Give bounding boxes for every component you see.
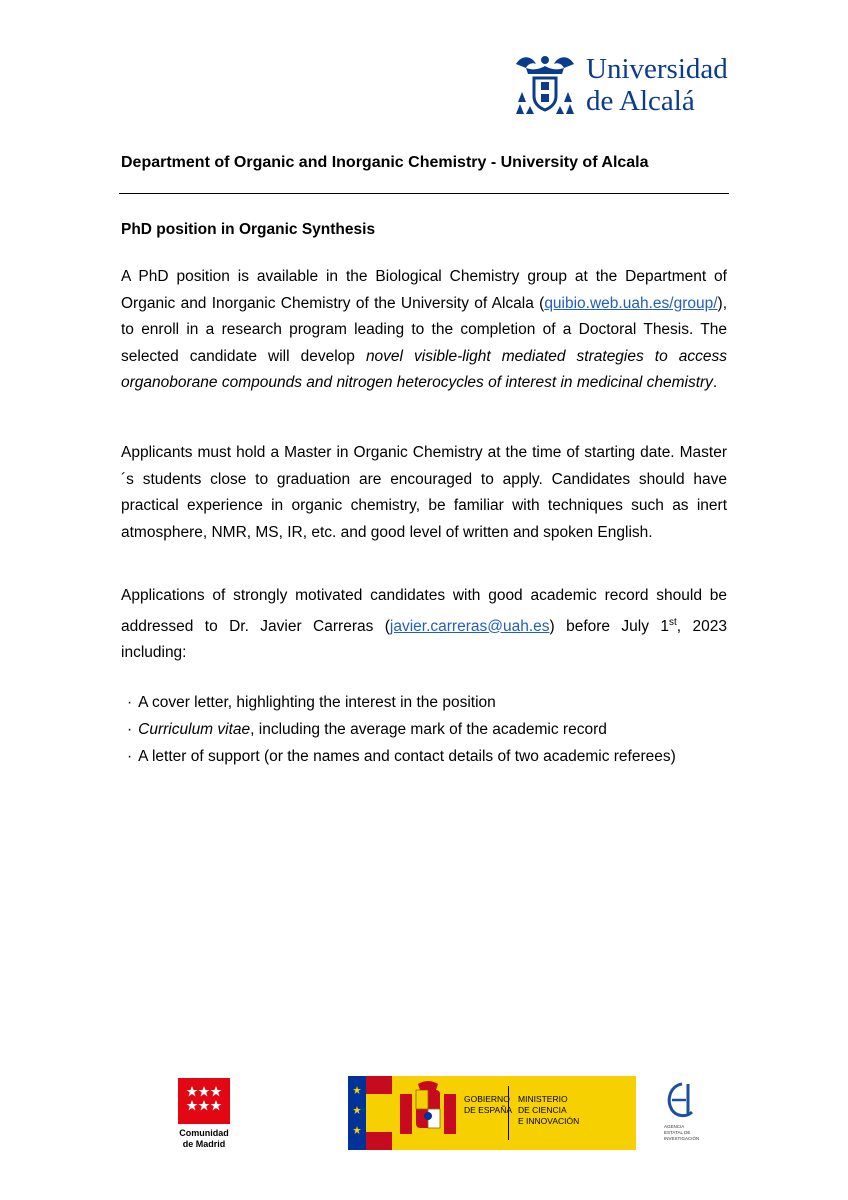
date-ordinal-suffix: st: [669, 616, 677, 628]
gobierno-line1: GOBIERNO: [464, 1094, 510, 1104]
paragraph-requirements: Applicants must hold a Master in Organic Chemistry at the time of starting date. Master´s students close to graduation are encouraged to apply. Candidates should have practical experience in organic chemistry, be familiar with techniques such as inert atmosphere, NMR, MS, IR, etc. and good level of written and spoken English.: [121, 444, 727, 541]
gobierno-de-espana-logo: [348, 1076, 636, 1150]
list-item-text: A letter of support (or the names and contact details of two academic referees): [138, 748, 676, 765]
application-text-end: , 2023 including:: [121, 617, 727, 662]
agencia-estatal-investigacion-logo: [662, 1080, 702, 1150]
gobierno-line2: DE ESPAÑA: [464, 1105, 513, 1115]
ministerio-line3: E INNOVACIÓN: [518, 1116, 580, 1126]
research-topic: novel visible-light mediated strategies to access organoborane compounds and nitrogen heterocycles of interest in medicinal chemistry: [121, 347, 727, 391]
bullet-marker: ·: [127, 721, 133, 738]
madrid-flag-icon: [178, 1078, 230, 1150]
ministerio-line2: DE CIENCIA: [518, 1105, 567, 1115]
university-crest-icon: [512, 52, 578, 118]
contact-email-link[interactable]: javier.carreras@uah.es: [389, 617, 550, 635]
madrid-logo-line2: de Madrid: [182, 1139, 226, 1149]
list-item-text: , including the average mark of the academic record: [250, 721, 607, 738]
university-name-line2: de Alcalá: [586, 85, 695, 117]
university-logo: [512, 52, 728, 118]
ministerio-line1: MINISTERIO: [518, 1094, 568, 1104]
application-text-start: Applications of strongly motivated candidates with good academic record should be addressed to Dr. Javier Carreras (: [121, 587, 727, 635]
list-item-italic: Curriculum vitae: [138, 721, 251, 738]
list-item-text: A cover letter, highlighting the interest in the position: [138, 694, 496, 711]
list-item: [127, 743, 676, 770]
comunidad-de-madrid-logo: [178, 1078, 230, 1150]
madrid-logo-line1: Comunidad: [179, 1128, 229, 1138]
paragraph-application: [121, 583, 727, 667]
intro-text-middle: ), to enroll in a research program leading to the completion of a Doctoral Thesis. The selected candidate will develop: [121, 294, 727, 365]
list-item: [127, 716, 676, 743]
paragraph-intro: [121, 264, 727, 397]
gobierno-banner: [348, 1076, 636, 1150]
department-title: Department of Organic and Inorganic Chemistry - University of Alcala: [121, 154, 649, 171]
university-name-line1: Universidad: [586, 53, 728, 85]
aei-emblem-icon: [662, 1080, 702, 1150]
requirements-list: [127, 689, 676, 770]
header-divider: [119, 193, 729, 194]
aei-text-line2: ESTATAL DE: [664, 1130, 691, 1135]
list-item: [127, 689, 676, 716]
group-website-link[interactable]: quibio.web.uah.es/group/: [544, 294, 718, 312]
bullet-marker: ·: [127, 694, 133, 711]
aei-text-line1: AGENCIA: [664, 1124, 685, 1129]
application-text-middle: ) before July 1: [549, 617, 670, 635]
bullet-marker: ·: [127, 748, 133, 765]
intro-text-start: A PhD position is available in the Biological Chemistry group at the Department of Organic and Inorganic Chemistry of the University of Alcala (: [121, 268, 727, 312]
aei-text-line3: INVESTIGACIÓN: [664, 1136, 700, 1141]
position-title: PhD position in Organic Synthesis: [121, 221, 376, 238]
intro-text-end: .: [712, 374, 718, 391]
